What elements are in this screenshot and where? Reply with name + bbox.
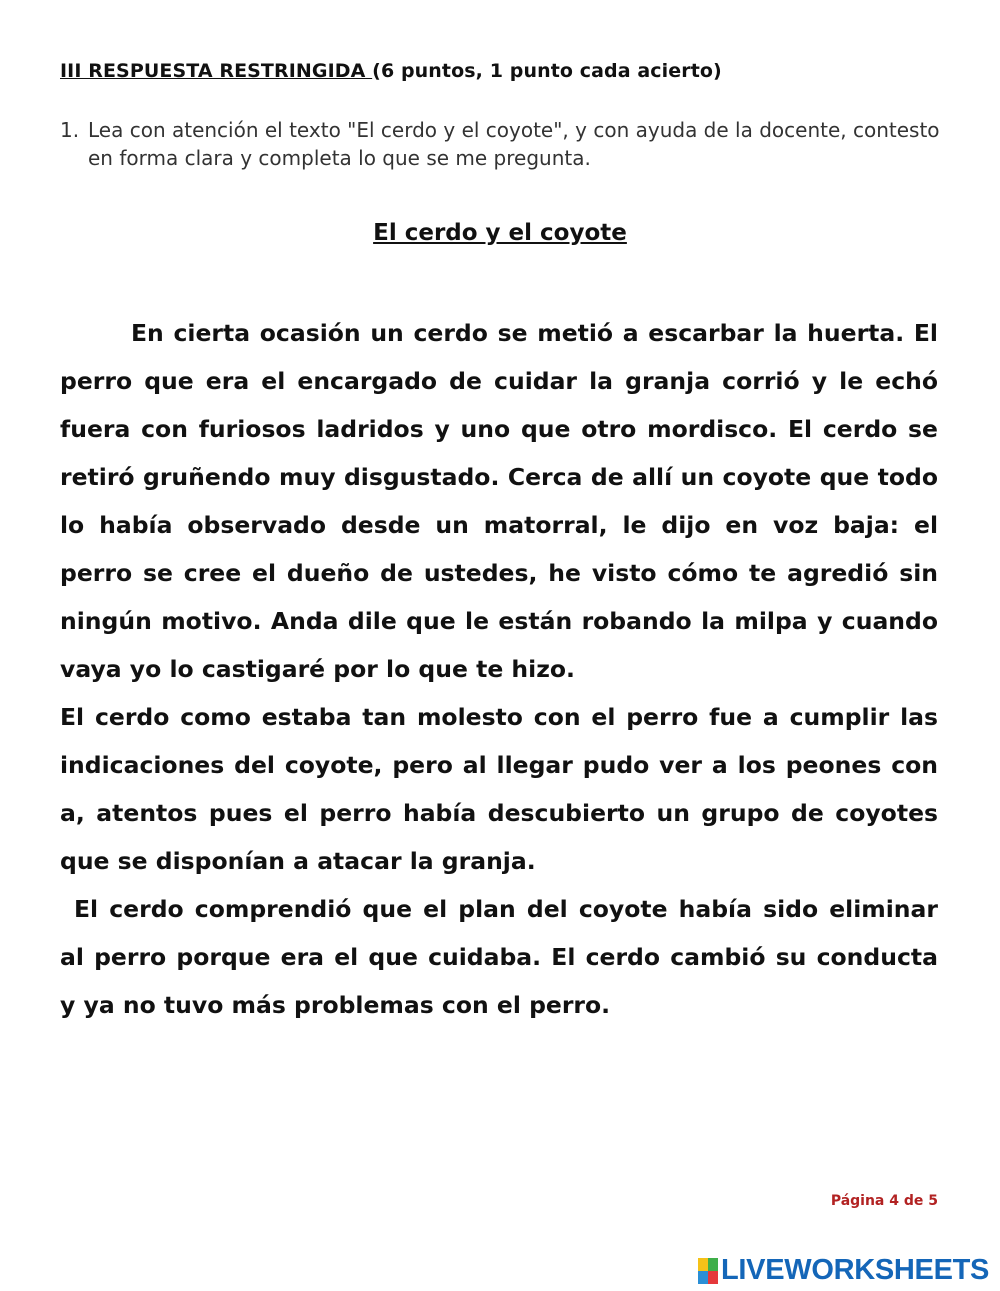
section-heading-title: III RESPUESTA RESTRINGIDA [60,60,373,82]
story-paragraph: El cerdo comprendió que el plan del coyote había sido eliminar al perro porque era el que cuidaba. El cerdo cambió su conducta y ya no tuvo más problemas con el perro. [60,895,938,1019]
section-heading [60,60,722,82]
instruction-text: Lea con atención el texto "El cerdo y el coyote", y con ayuda de la docente, contesto en forma clara y completa lo que se me pregunta. [88,118,940,170]
story-title: El cerdo y el coyote [373,220,627,246]
liveworksheets-logo-icon [698,1258,718,1284]
brand-name: LIVEWORKSHEETS [721,1254,990,1286]
page-number: Página 4 de 5 [830,1193,938,1209]
section-heading-points: (6 puntos, 1 punto cada acierto) [372,60,722,82]
instruction-item [60,116,945,172]
story-paragraph: El cerdo como estaba tan molesto con el perro fue a cumplir las indicaciones del coyote, pero al llegar pudo ver a los peones con a, atentos pues el perro había descubierto un grupo de coyotes que se disponían a atacar la granja. [60,703,938,875]
story-body [60,309,938,1029]
instruction-number: 1. [60,118,80,142]
liveworksheets-brand[interactable] [698,1254,989,1287]
story-paragraph: En cierta ocasión un cerdo se metió a escarbar la huerta. El perro que era el encargado de cuidar la granja corrió y le echó fuera con furiosos ladridos y uno que otro mordisco. El cerdo se retiró gruñendo muy disgustado. Cerca de allí un coyote que todo lo había observado desde un matorral, le dijo en voz baja: el perro se cree el dueño de ustedes, he visto cómo te agredió sin ningún motivo. Anda dile que le están robando la milpa y cuando vaya yo lo castigaré por lo que te hizo. [60,319,938,683]
